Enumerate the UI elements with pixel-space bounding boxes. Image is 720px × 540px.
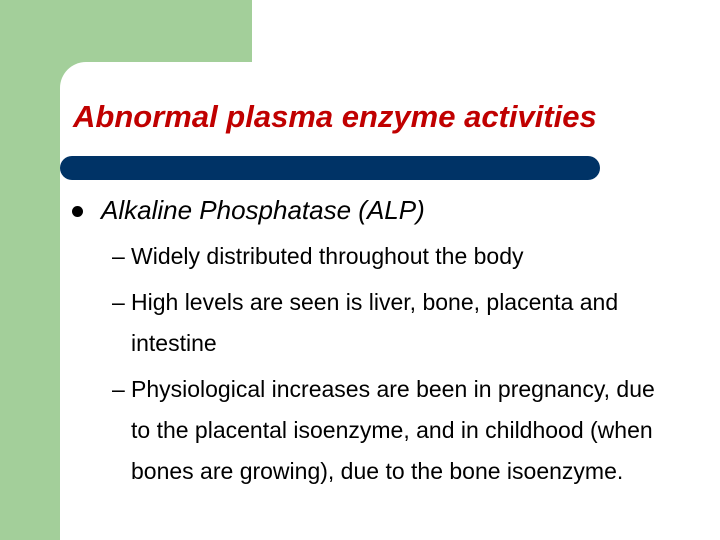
title-divider-bar xyxy=(60,156,600,180)
sub-item-high-levels xyxy=(112,282,702,364)
bullet-dot-icon xyxy=(72,206,83,217)
sub-item-text: High levels are seen is liver, bone, placenta and intestine xyxy=(131,289,619,356)
dash-marker: – xyxy=(112,289,125,315)
sub-item-text: Widely distributed throughout the body xyxy=(131,243,524,269)
bullet-item xyxy=(72,190,425,230)
bullet-text: Alkaline Phosphatase (ALP) xyxy=(101,194,425,225)
sub-item-distribution xyxy=(112,236,702,277)
sub-item-physiological xyxy=(112,369,702,492)
sub-item-text: Physiological increases are been in pregnancy, due to the placental isoenzyme, and in childhood (when bones are growing), due to the bone isoenzyme. xyxy=(131,376,655,484)
dash-marker: – xyxy=(112,376,125,402)
dash-marker: – xyxy=(112,243,125,269)
slide-title: Abnormal plasma enzyme activities xyxy=(73,99,597,134)
